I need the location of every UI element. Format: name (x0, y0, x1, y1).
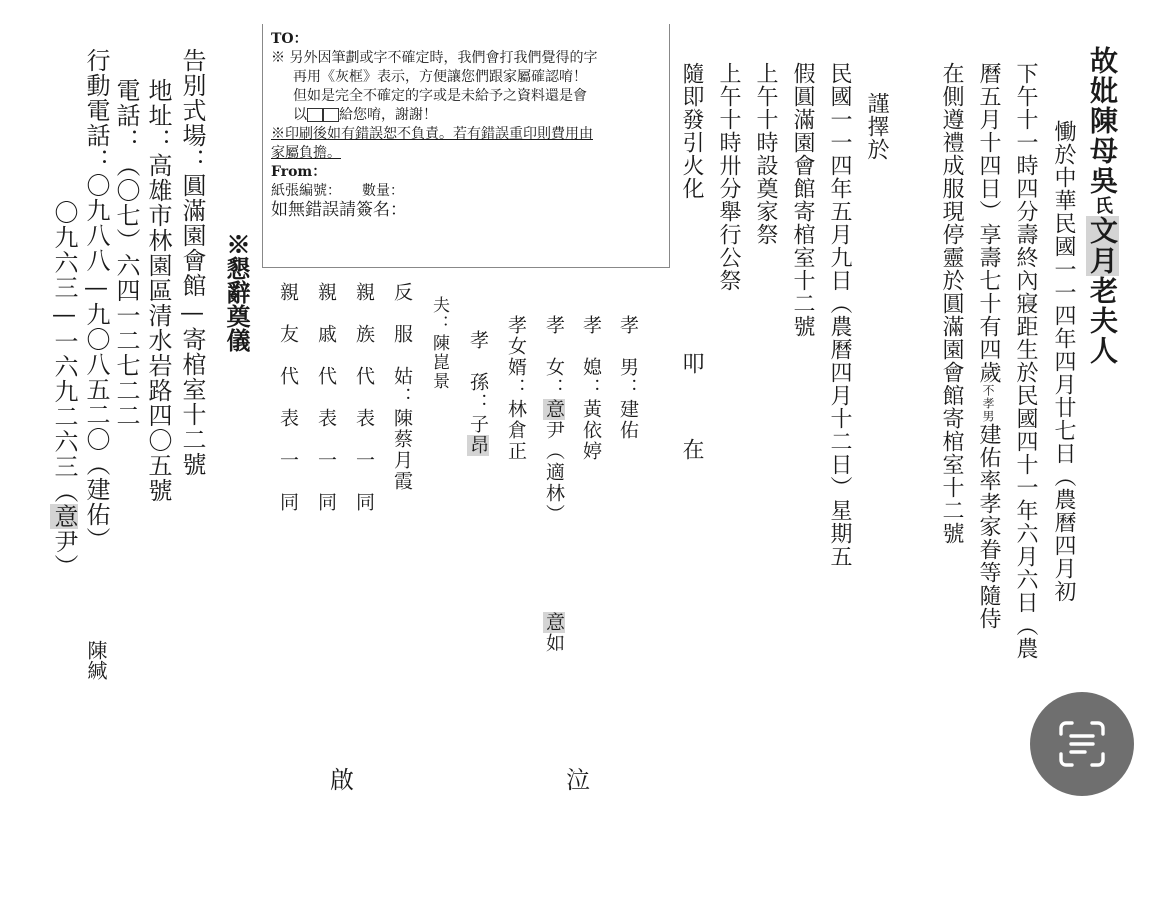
family-daughter: 孝 女：意尹（適林） (543, 315, 565, 525)
notice-line-4: 以 給您唷，謝謝！ (293, 107, 437, 123)
body-line-1: 慟於中華民國一一四年四月廿七日（農曆四月初 (1051, 120, 1076, 603)
ceremony-venue: 假圓滿園會館寄棺室十二號 (790, 62, 815, 338)
rite-family: 上午十時設奠家祭 (753, 62, 778, 246)
venue-info: 告別式場：圓滿園會館—寄棺室十二號 (178, 48, 206, 477)
body-line-5: 在側遵禮成服現停靈於圓滿園會館寄棺室十二號 (939, 62, 964, 545)
obituary-title: 故妣陳母吳氏文月老夫人 (1086, 46, 1119, 366)
notice-sign: 如無錯誤請簽名： (271, 200, 407, 220)
choose-date-label: 謹擇於 (864, 92, 889, 161)
rite-public: 上午十時卅分舉行公祭 (716, 62, 741, 292)
proofread-notice (262, 24, 670, 268)
notice-to: TO： (271, 31, 308, 47)
address: 地址：高雄市林園區清水岩路四〇五號 (144, 78, 172, 503)
body-line-2: 下午十一時四分壽終內寢距生於民國四十一年六月六日（農 (1013, 62, 1038, 660)
notice-sheet: 紙張編號： 數量： (271, 183, 404, 199)
family-daughter-2: 意如 (543, 612, 565, 654)
text-scan-icon (1055, 717, 1109, 771)
mobile-phone-2: 〇九六三—一六九二六三（意尹） (50, 200, 78, 579)
family-son-in-law: 孝女婿：林倉正 (505, 315, 527, 462)
phone: 電話：（〇七）六四一二七二二 (112, 78, 140, 428)
qi2-char: 泣 (566, 766, 590, 794)
notice-line-1: ※ 另外因筆劃或字不確定時，我們會打我們覺得的字 (271, 50, 598, 66)
relative-friends: 親 友 代 表 一 同 (277, 282, 299, 513)
sealed-by: 陳緘 (84, 640, 108, 680)
notice-line-5: ※印刷後如有錯誤恕不負責。若有錯誤重印則費用由 (271, 126, 593, 142)
notice-line-6: 家屬負擔。 (271, 145, 341, 161)
relative-clan: 親 族 代 表 一 同 (353, 282, 375, 513)
zai-char: 在 (679, 438, 704, 461)
family-son: 孝 男：建佑 (617, 315, 639, 441)
notice-line-2: 再用《灰框》表示，方便讓您們跟家屬確認唷！ (293, 69, 587, 85)
kou-char: 叩 (679, 352, 704, 375)
qi-char: 啟 (330, 766, 354, 794)
family-husband: 夫：陳崑景 (429, 296, 449, 391)
relative-aunt: 反 服 姑：陳蔡月霞 (391, 282, 413, 492)
text-scan-button[interactable] (1030, 692, 1134, 796)
body-line-3: 曆五月十四日）享壽七十有四歲不孝男建佑率孝家眷等隨侍 (976, 62, 1001, 630)
ceremony-date: 民國一一四年五月九日（農曆四月十二日）星期五 (827, 62, 852, 568)
relative-kin: 親 戚 代 表 一 同 (315, 282, 337, 513)
family-daughter-in-law: 孝 媳：黃依婷 (580, 315, 602, 462)
notice-line-3: 但如是完全不確定的字或是未給予之資料還是會 (293, 88, 587, 104)
family-grandson: 孝 孫：子昂 (467, 330, 489, 456)
mobile-phone: 行動電話：〇九八八—九〇八五二〇（建佑） (82, 48, 110, 552)
decline-gifts: ※懇辭奠儀 (222, 232, 251, 352)
rite-cremation: 隨即發引火化 (679, 62, 704, 200)
notice-from: From： (271, 164, 327, 180)
